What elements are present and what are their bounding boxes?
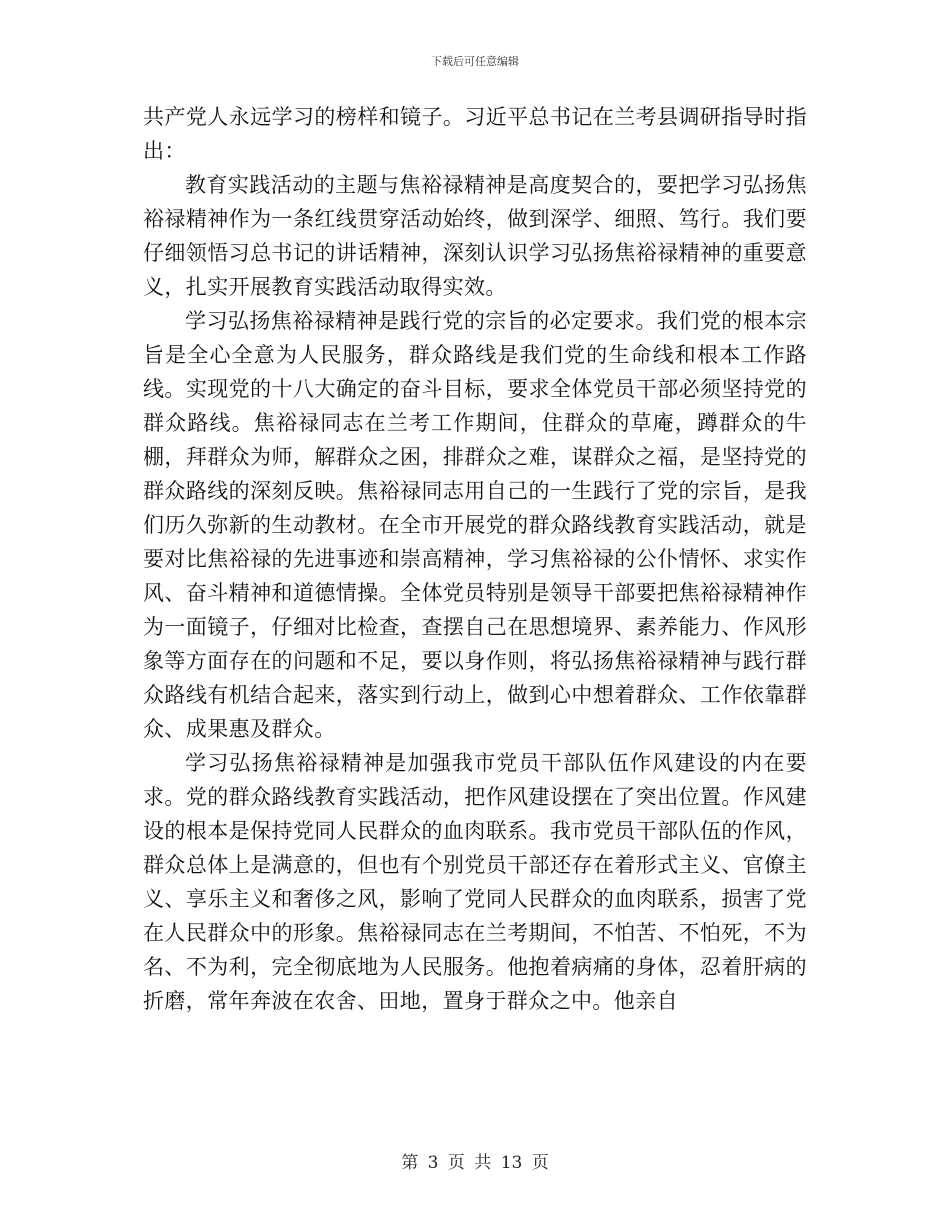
paragraph-work-style: 学习弘扬焦裕禄精神是加强我市党员干部队伍作风建设的内在要求。党的群众路线教育实践活动，把作风建设摆在了突出位置。作风建设的根本是保持党同人民群众的血肉联系。我市党员干部队伍的作风，群众总体上是满意的，但也有个别党员干部还存在着形式主义、官僚主义、享乐主义和奢侈之风，影响了党同人民群众的血肉联系，损害了党在人民群众中的形象。焦裕禄同志在兰考期间，不怕苦、不怕死，不为名、不为利，完全彻底地为人民服务。他抱着病痛的身体，忍着肝病的折磨，常年奔波在农舍、田地，置身于群众之中。他亲自	[143, 751, 807, 1013]
document-body	[143, 100, 807, 1018]
paragraph-theme: 教育实践活动的主题与焦裕禄精神是高度契合的，要把学习弘扬焦裕禄精神作为一条红线贯穿活动始终，做到深学、细照、笃行。我们要仔细领悟习总书记的讲话精神，深刻认识学习弘扬焦裕禄精神的重要意义，扎实开展教育实践活动取得实效。	[143, 173, 807, 299]
paragraph-continuation: 共产党人永远学习的榜样和镜子。习近平总书记在兰考县调研指导时指出：	[143, 105, 807, 163]
page-number-footer: 第 3 页 共 13 页	[401, 1153, 549, 1173]
page-header: 下载后可任意编辑	[431, 55, 519, 68]
paragraph-party-purpose: 学习弘扬焦裕禄精神是践行党的宗旨的必定要求。我们党的根本宗旨是全心全意为人民服务，群众路线是我们党的生命线和根本工作路线。实现党的十八大确定的奋斗目标，要求全体党员干部必须坚持党的群众路线。焦裕禄同志在兰考工作期间，住群众的草庵，蹲群众的牛棚，拜群众为师，解群众之困，排群众之难，谋群众之福，是坚持党的群众路线的深刻反映。焦裕禄同志用自己的一生践行了党的宗旨，是我们历久弥新的生动教材。在全市开展党的群众路线教育实践活动，就是要对比焦裕禄的先进事迹和崇高精神，学习焦裕禄的公仆情怀、求实作风、奋斗精神和道德情操。全体党员特别是领导干部要把焦裕禄精神作为一面镜子，仔细对比检查，查摆自己在思想境界、素养能力、作风形象等方面存在的问题和不足，要以身作则，将弘扬焦裕禄精神与践行群众路线有机结合起来，落实到行动上，做到心中想着群众、工作依靠群众、成果惠及群众。	[143, 309, 807, 741]
